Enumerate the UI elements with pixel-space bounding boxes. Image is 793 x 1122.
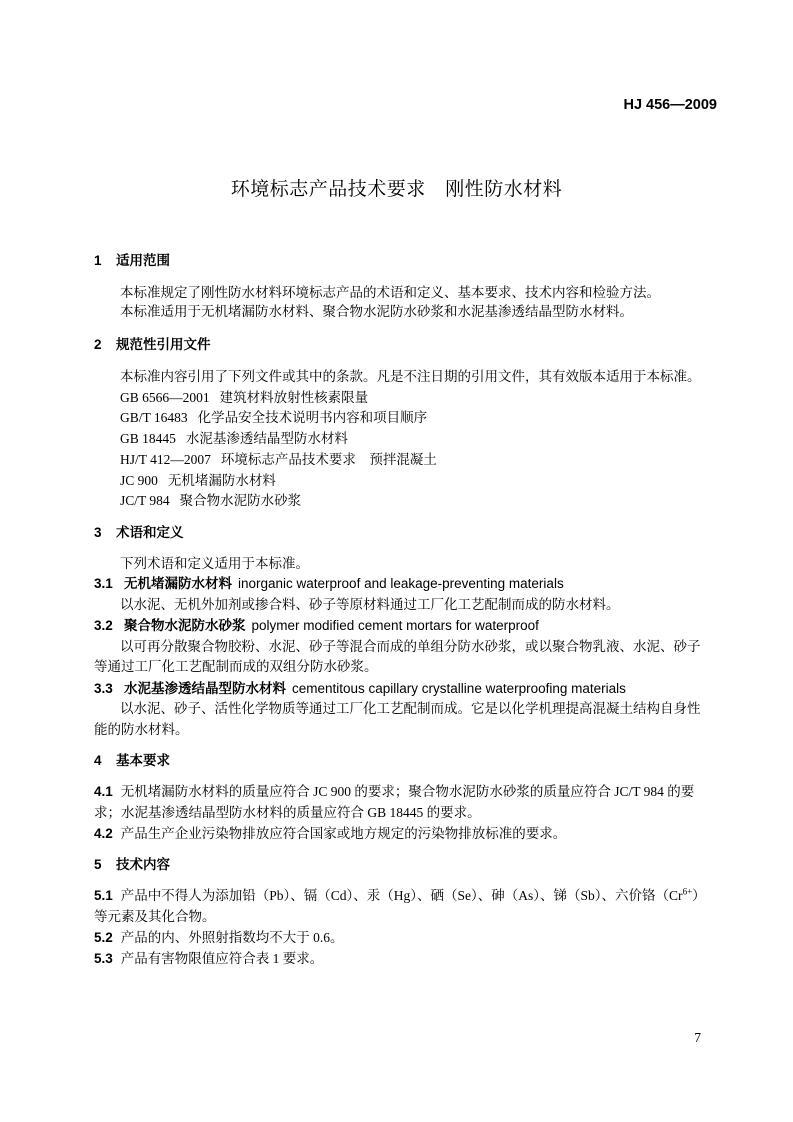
page-title: 环境标志产品技术要求 刚性防水材料 bbox=[230, 179, 563, 200]
superscript: 6+ bbox=[682, 886, 693, 897]
term-definition: 以可再分散聚合物胶粉、水泥、砂子等混合而成的单组分防水砂浆，或以聚合物乳液、水泥、砂子 bbox=[120, 639, 701, 654]
term-heading bbox=[94, 572, 564, 592]
clause-number: 5.1 bbox=[94, 888, 113, 903]
clause-text: 产品的内、外照射指数均不大于 0.6。 bbox=[120, 930, 344, 945]
clause bbox=[94, 947, 323, 967]
clause-text: 产品中不得人为添加铅（Pb）、镉（Cd）、汞（Hg）、硒（Se）、砷（As）、锑（Sb）、六价铬（Cr bbox=[120, 888, 683, 903]
reference-code: JC/T 984 bbox=[120, 493, 170, 508]
clause-text: ） bbox=[692, 888, 706, 903]
reference-code: JC 900 bbox=[120, 473, 158, 488]
term-chinese: 无机堵漏防水材料 bbox=[124, 576, 232, 591]
reference-title: 环境标志产品技术要求 预拌混凝土 bbox=[220, 452, 437, 467]
reference-item bbox=[120, 427, 348, 447]
term-definition: 以水泥、无机外加剂或掺合料、砂子等原材料通过工厂化工艺配制而成的防水材料。 bbox=[120, 597, 620, 612]
section-number: 5 bbox=[94, 857, 102, 872]
clause-number: 4.2 bbox=[94, 826, 113, 841]
clause bbox=[94, 822, 566, 842]
term-number: 3.1 bbox=[94, 576, 113, 591]
reference-code: HJ/T 412—2007 bbox=[120, 452, 211, 467]
clause bbox=[94, 884, 706, 904]
term-english: cementitous capillary crystalline waterproofing materials bbox=[292, 681, 626, 696]
section-number: 4 bbox=[94, 753, 102, 768]
term-heading bbox=[94, 614, 539, 634]
clause-number: 4.1 bbox=[94, 784, 113, 799]
term-chinese: 水泥基渗透结晶型防水材料 bbox=[124, 681, 286, 696]
section-title: 基本要求 bbox=[116, 753, 170, 768]
section-title: 适用范围 bbox=[116, 253, 170, 268]
section-5-heading bbox=[94, 853, 170, 873]
term-heading bbox=[94, 677, 626, 697]
clause bbox=[94, 780, 694, 800]
section-3-heading bbox=[94, 521, 184, 541]
section-number: 3 bbox=[94, 525, 102, 540]
section-2-heading bbox=[94, 333, 211, 353]
clause-number: 5.2 bbox=[94, 930, 113, 945]
clause-number: 5.3 bbox=[94, 951, 113, 966]
reference-title: 聚合物水泥防水砂浆 bbox=[179, 493, 302, 508]
section-1-heading bbox=[94, 249, 170, 269]
reference-code: GB 6566—2001 bbox=[120, 390, 210, 405]
reference-item bbox=[120, 489, 301, 509]
reference-title: 无机堵漏防水材料 bbox=[167, 473, 276, 488]
clause-text: 产品生产企业污染物排放应符合国家或地方规定的污染物排放标准的要求。 bbox=[120, 826, 567, 841]
clause-text: 产品有害物限值应符合表 1 要求。 bbox=[120, 951, 324, 966]
term-definition: 以水泥、砂子、活性化学物质等通过工厂化工艺配制而成。它是以化学机理提高混凝土结构自身性 bbox=[120, 701, 701, 716]
term-number: 3.3 bbox=[94, 681, 113, 696]
term-definition: 等通过工厂化工艺配制而成的双组分防水砂浆。 bbox=[94, 659, 378, 674]
term-number: 3.2 bbox=[94, 618, 113, 633]
section-number: 1 bbox=[94, 253, 102, 268]
term-english: polymer modified cement mortars for waterproof bbox=[251, 618, 539, 633]
reference-title: 水泥基渗透结晶型防水材料 bbox=[185, 431, 348, 446]
section-title: 术语和定义 bbox=[116, 525, 184, 540]
term-chinese: 聚合物水泥防水砂浆 bbox=[124, 618, 246, 633]
section-title: 规范性引用文件 bbox=[116, 337, 211, 352]
term-english: inorganic waterproof and leakage-preventing materials bbox=[238, 576, 564, 591]
reference-item bbox=[120, 469, 276, 489]
section-4-heading bbox=[94, 749, 170, 769]
reference-code: GB 18445 bbox=[120, 431, 176, 446]
document-code: HJ 456—2009 bbox=[623, 97, 717, 113]
paragraph: 本标准内容引用了下列文件或其中的条款。凡是不注日期的引用文件，其有效版本适用于本标准。 bbox=[120, 369, 701, 384]
paragraph: 本标准适用于无机堵漏防水材料、聚合物水泥防水砂浆和水泥基渗透结晶型防水材料。 bbox=[120, 304, 633, 319]
paragraph: 下列术语和定义适用于本标准。 bbox=[120, 556, 309, 571]
reference-code: GB/T 16483 bbox=[120, 410, 188, 425]
clause-text: 求；水泥基渗透结晶型防水材料的质量应符合 GB 18445 的要求。 bbox=[94, 805, 481, 820]
clause-text: 无机堵漏防水材料的质量应符合 JC 900 的要求；聚合物水泥防水砂浆的质量应符合 JC/T 984 的要 bbox=[120, 784, 695, 799]
reference-item bbox=[120, 448, 437, 468]
reference-item bbox=[120, 406, 427, 426]
reference-item bbox=[120, 386, 368, 406]
section-title: 技术内容 bbox=[116, 857, 170, 872]
term-definition: 能的防水材料。 bbox=[94, 722, 189, 737]
reference-title: 化学品安全技术说明书内容和项目顺序 bbox=[197, 410, 428, 425]
section-number: 2 bbox=[94, 337, 102, 352]
paragraph: 本标准规定了刚性防水材料环境标志产品的术语和定义、基本要求、技术内容和检验方法。 bbox=[120, 285, 660, 300]
clause bbox=[94, 926, 344, 946]
page-number: 7 bbox=[694, 1030, 701, 1045]
reference-title: 建筑材料放射性核素限量 bbox=[219, 390, 369, 405]
clause-text: 等元素及其化合物。 bbox=[94, 909, 216, 924]
